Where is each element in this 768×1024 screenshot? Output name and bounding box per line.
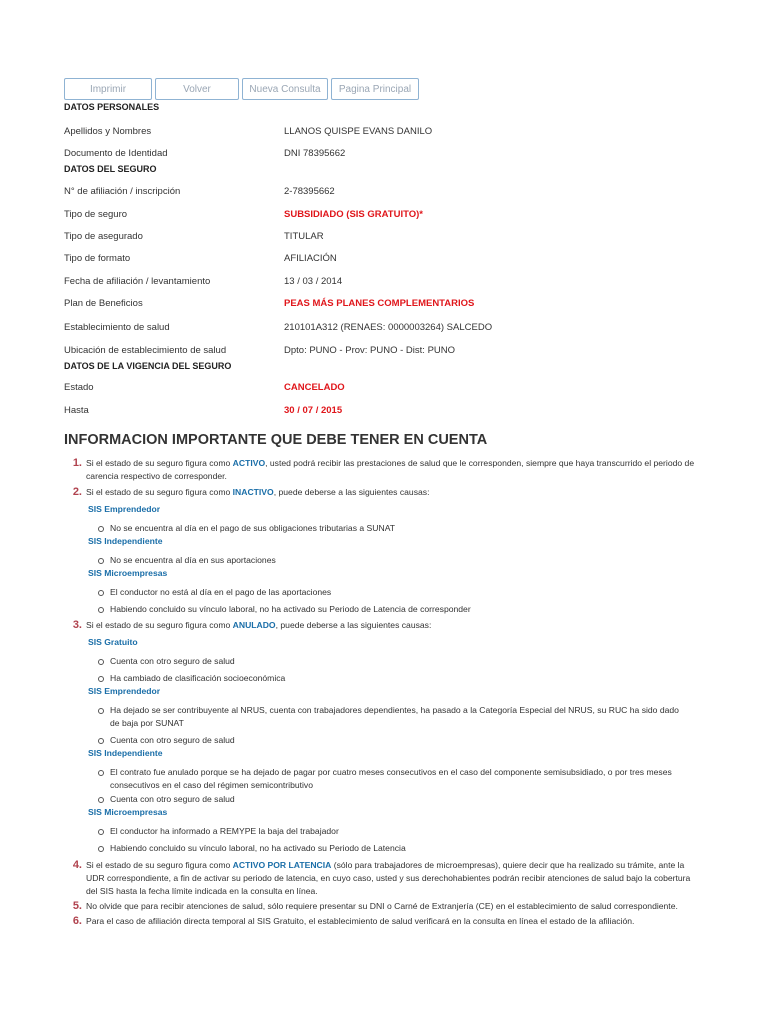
item-text: , puede deberse a las siguientes causas: [273, 487, 430, 497]
subgroup-title: SIS Emprendedor [88, 686, 161, 696]
toolbar [64, 78, 419, 100]
item-text: , puede deberse a las siguientes causas: [275, 620, 432, 630]
insurance-type-label: Tipo de seguro [64, 209, 128, 220]
item-number: 3. [72, 619, 82, 631]
list-item [64, 859, 704, 898]
name-value: LLANOS QUISPE EVANS DANILO [284, 126, 433, 137]
item-number: 4. [72, 859, 82, 871]
list-bullet: No se encuentra al día en el pago de sus obligaciones tributarias a SUNAT [64, 522, 704, 535]
item-text: Si el estado de su seguro figura como [86, 620, 233, 630]
list-bullet: Ha cambiado de clasificación socioeconómica [64, 672, 704, 685]
health-facility-label: Establecimiento de salud [64, 322, 170, 333]
list-bullet: Habiendo concluido su vínculo laboral, no ha activado su Periodo de Latencia [64, 842, 704, 855]
item-number: 5. [72, 900, 82, 912]
status-keyword: ACTIVO POR LATENCIA [232, 860, 332, 870]
insurance-type-value: SUBSIDIADO (SIS GRATUITO)* [284, 209, 423, 220]
benefits-plan-label: Plan de Beneficios [64, 298, 143, 309]
status-keyword: INACTIVO [232, 487, 274, 497]
document-label: Documento de Identidad [64, 148, 168, 159]
back-button[interactable]: Volver [155, 78, 239, 100]
subgroup-title: SIS Independiente [88, 536, 163, 546]
list-item [64, 915, 704, 928]
status-keyword: ACTIVO [232, 458, 266, 468]
document-value: DNI 78395662 [284, 148, 346, 159]
affiliation-number-label: N° de afiliación / inscripción [64, 186, 181, 197]
item-text: Si el estado de su seguro figura como [86, 458, 233, 468]
item-number: 1. [72, 457, 82, 469]
list-bullet: El contrato fue anulado porque se ha dejado de pagar por cuatro meses consecutivos en el caso del componente semisubsidiado, o por tres meses consecutivos en el caso del régimen semicontributivo [64, 766, 704, 792]
item-text: Si el estado de su seguro figura como [86, 860, 233, 870]
item-number: 2. [72, 486, 82, 498]
status-value: CANCELADO [284, 382, 345, 393]
list-item [64, 457, 704, 483]
format-type-label: Tipo de formato [64, 253, 131, 264]
format-type-value: AFILIACIÓN [284, 253, 337, 264]
subgroup-title: SIS Independiente [88, 748, 163, 758]
subgroup-title: SIS Microempresas [88, 807, 168, 817]
list-item [64, 900, 704, 913]
info-list [64, 457, 704, 928]
item-number: 6. [72, 915, 82, 927]
info-title: INFORMACION IMPORTANTE QUE DEBE TENER EN CUENTA [64, 432, 488, 448]
list-item [64, 619, 704, 632]
health-facility-value: 210101A312 (RENAES: 0000003264) SALCEDO [284, 322, 493, 333]
list-bullet: No se encuentra al día en sus aportaciones [64, 554, 704, 567]
affiliation-number-value: 2-78395662 [284, 186, 335, 197]
item-text: Para el caso de afiliación directa temporal al SIS Gratuito, el establecimiento de salud verificará en la consulta en línea el estado de la afiliación. [86, 916, 635, 926]
facility-location-value: Dpto: PUNO - Prov: PUNO - Dist: PUNO [284, 345, 456, 356]
section-personal-heading: DATOS PERSONALES [64, 102, 160, 112]
list-bullet: Cuenta con otro seguro de salud [64, 655, 704, 668]
status-keyword: ANULADO [232, 620, 276, 630]
list-bullet: Habiendo concluido su vínculo laboral, no ha activado su Periodo de Latencia de corresponder [64, 603, 704, 616]
list-item [64, 486, 704, 499]
insured-type-label: Tipo de asegurado [64, 231, 143, 242]
affiliation-date-label: Fecha de afiliación / levantamiento [64, 276, 211, 287]
list-bullet: Cuenta con otro seguro de salud [64, 793, 704, 806]
list-bullet: Ha dejado se ser contribuyente al NRUS, cuenta con trabajadores dependientes, ha pasado a la Categoría Especial del NRUS, su RUC ha sido dado de baja por SUNAT [64, 704, 704, 730]
list-bullet: El conductor ha informado a REMYPE la baja del trabajador [64, 825, 704, 838]
benefits-plan-value: PEAS MÁS PLANES COMPLEMENTARIOS [284, 298, 475, 309]
item-text: , usted podrá recibir las prestaciones de salud que le corresponden, siempre que haya transcurrido el periodo de carencia respectivo de corresponder. [86, 458, 695, 481]
section-insurance-heading: DATOS DEL SEGURO [64, 164, 157, 174]
item-text: Si el estado de su seguro figura como [86, 487, 233, 497]
facility-location-label: Ubicación de establecimiento de salud [64, 345, 227, 356]
subgroup-title: SIS Emprendedor [88, 504, 161, 514]
item-text: No olvide que para recibir atenciones de salud, sólo requiere presentar su DNI o Carné de Extranjería (CE) en el establecimiento de salud correspondiente. [86, 901, 678, 911]
subgroup-title: SIS Microempresas [88, 568, 168, 578]
name-label: Apellidos y Nombres [64, 126, 152, 137]
subgroup-title: SIS Gratuito [88, 637, 138, 647]
home-button[interactable]: Pagina Principal [331, 78, 419, 100]
list-bullet: Cuenta con otro seguro de salud [64, 734, 704, 747]
new-query-button[interactable]: Nueva Consulta [242, 78, 328, 100]
print-button[interactable]: Imprimir [64, 78, 152, 100]
item-text: (sólo para trabajadores de microempresas), quiere decir que ha realizado su trámite, ante la UDR correspondiente, a fin de activar su periodo de latencia, en cuyo caso, usted y sus derechohabientes podrán recibir atenciones de salud bajo la cobertura del SIS hasta la fecha límite indicada en la consulta en línea. [86, 860, 691, 896]
list-bullet: El conductor no está al día en el pago de las aportaciones [64, 586, 704, 599]
until-label: Hasta [64, 405, 89, 416]
section-validity-heading: DATOS DE LA VIGENCIA DEL SEGURO [64, 361, 232, 371]
affiliation-date-value: 13 / 03 / 2014 [284, 276, 343, 287]
status-label: Estado [64, 382, 94, 393]
insured-type-value: TITULAR [284, 231, 324, 242]
until-value: 30 / 07 / 2015 [284, 405, 343, 416]
